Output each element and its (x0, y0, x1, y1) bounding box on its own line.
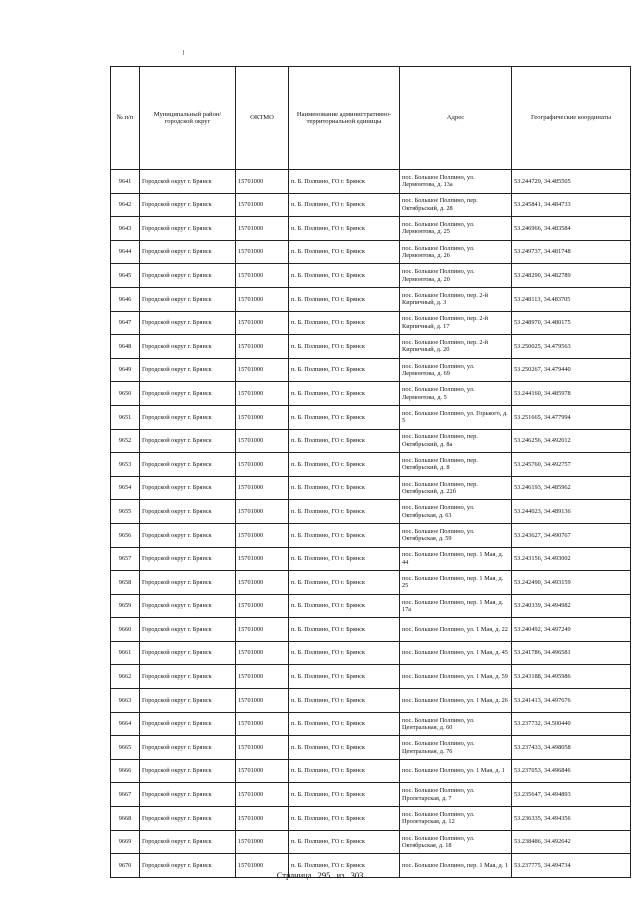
cell-unit: п. Б. Полпино, ГО г. Брянск (289, 335, 400, 359)
header-num: № п/п (111, 67, 140, 170)
cell-num: 9660 (111, 618, 140, 642)
cell-num: 9652 (111, 429, 140, 453)
cell-municipality: Городской округ г. Брянск (140, 618, 236, 642)
table-row (111, 170, 631, 194)
cell-coords: 53.246966, 34.483584 (512, 217, 631, 241)
header-unit: Наименование административно-территориальной единицы (289, 67, 400, 170)
cell-municipality: Городской округ г. Брянск (140, 453, 236, 477)
cell-num: 9647 (111, 311, 140, 335)
cell-num: 9661 (111, 641, 140, 665)
cell-oktmo: 15701000 (236, 382, 289, 406)
cell-municipality: Городской округ г. Брянск (140, 358, 236, 382)
cell-unit: п. Б. Полпино, ГО г. Брянск (289, 736, 400, 760)
table-row (111, 759, 631, 783)
cell-oktmo: 15701000 (236, 759, 289, 783)
table-row (111, 287, 631, 311)
table-row (111, 736, 631, 760)
cell-num: 9645 (111, 264, 140, 288)
scan-mark (183, 50, 184, 55)
table-row (111, 665, 631, 689)
cell-num: 9657 (111, 547, 140, 571)
cell-coords: 53.241786, 34.496581 (512, 641, 631, 665)
cell-oktmo: 15701000 (236, 405, 289, 429)
table-row (111, 476, 631, 500)
table-row (111, 594, 631, 618)
cell-municipality: Городской округ г. Брянск (140, 594, 236, 618)
cell-num: 9663 (111, 689, 140, 713)
cell-unit: п. Б. Полпино, ГО г. Брянск (289, 712, 400, 736)
cell-municipality: Городской округ г. Брянск (140, 783, 236, 807)
cell-address: пос. Большое Полпино, ул. Лермонтова, д. 26 (400, 240, 512, 264)
cell-address: пос. Большое Полпино, ул. Центральная, д. 76 (400, 736, 512, 760)
cell-num: 9649 (111, 358, 140, 382)
cell-address: пос. Большое Полпино, ул. Горького, д. 5 (400, 405, 512, 429)
cell-unit: п. Б. Полпино, ГО г. Брянск (289, 594, 400, 618)
cell-num: 9653 (111, 453, 140, 477)
cell-unit: п. Б. Полпино, ГО г. Брянск (289, 759, 400, 783)
cell-municipality: Городской округ г. Брянск (140, 287, 236, 311)
cell-num: 9643 (111, 217, 140, 241)
cell-address: пос. Большое Полпино, пер. Октябрьский, д. 8а (400, 429, 512, 453)
cell-oktmo: 15701000 (236, 453, 289, 477)
cell-address: пос. Большое Полпино, пер. Октябрьский, д. 8 (400, 453, 512, 477)
cell-unit: п. Б. Полпино, ГО г. Брянск (289, 854, 400, 878)
cell-oktmo: 15701000 (236, 311, 289, 335)
page-footer (0, 870, 640, 880)
cell-num: 9670 (111, 854, 140, 878)
cell-oktmo: 15701000 (236, 547, 289, 571)
header-coords: Географические координаты (512, 67, 631, 170)
cell-num: 9641 (111, 170, 140, 194)
cell-address: пос. Большое Полпино, ул. Лермонтова, д. 5 (400, 382, 512, 406)
cell-unit: п. Б. Полпино, ГО г. Брянск (289, 405, 400, 429)
cell-oktmo: 15701000 (236, 665, 289, 689)
cell-municipality: Городской округ г. Брянск (140, 476, 236, 500)
cell-coords: 53.236335, 34.494356 (512, 807, 631, 831)
cell-unit: п. Б. Полпино, ГО г. Брянск (289, 287, 400, 311)
cell-num: 9655 (111, 500, 140, 524)
addresses-table (110, 66, 631, 878)
cell-unit: п. Б. Полпино, ГО г. Брянск (289, 453, 400, 477)
cell-municipality: Городской округ г. Брянск (140, 240, 236, 264)
cell-num: 9669 (111, 830, 140, 854)
cell-coords: 53.243627, 34.490767 (512, 523, 631, 547)
cell-coords: 53.249737, 34.481748 (512, 240, 631, 264)
cell-oktmo: 15701000 (236, 712, 289, 736)
cell-oktmo: 15701000 (236, 429, 289, 453)
cell-coords: 53.246193, 34.485962 (512, 476, 631, 500)
cell-unit: п. Б. Полпино, ГО г. Брянск (289, 240, 400, 264)
cell-unit: п. Б. Полпино, ГО г. Брянск (289, 500, 400, 524)
cell-address: пос. Большое Полпино, ул. Центральная, д. 60 (400, 712, 512, 736)
cell-address: пос. Большое Полпино, ул. Лермонтова, д. 69 (400, 358, 512, 382)
cell-unit: п. Б. Полпино, ГО г. Брянск (289, 264, 400, 288)
cell-num: 9659 (111, 594, 140, 618)
header-municipality: Муниципальный район/городской округ (140, 67, 236, 170)
cell-unit: п. Б. Полпино, ГО г. Брянск (289, 358, 400, 382)
cell-municipality: Городской округ г. Брянск (140, 807, 236, 831)
cell-address: пос. Большое Полпино, пер. 1 Мая, д. 1 (400, 854, 512, 878)
cell-address: пос. Большое Полпино, ул. 1 Мая, д. 26 (400, 689, 512, 713)
cell-unit: п. Б. Полпино, ГО г. Брянск (289, 618, 400, 642)
cell-coords: 53.243156, 34.493002 (512, 547, 631, 571)
table-row (111, 335, 631, 359)
cell-address: пос. Большое Полпино, пер. 1 Мая, д. 17а (400, 594, 512, 618)
cell-municipality: Городской округ г. Брянск (140, 523, 236, 547)
cell-oktmo: 15701000 (236, 783, 289, 807)
table-row (111, 807, 631, 831)
cell-coords: 53.248290, 34.482789 (512, 264, 631, 288)
cell-num: 9646 (111, 287, 140, 311)
cell-num: 9648 (111, 335, 140, 359)
cell-municipality: Городской округ г. Брянск (140, 665, 236, 689)
table-row (111, 264, 631, 288)
cell-address: пос. Большое Полпино, ул. Лермонтова, д. 13а (400, 170, 512, 194)
cell-num: 9651 (111, 405, 140, 429)
cell-coords: 53.241413, 34.497676 (512, 689, 631, 713)
cell-coords: 53.245760, 34.492757 (512, 453, 631, 477)
cell-coords: 53.244023, 34.489136 (512, 500, 631, 524)
cell-municipality: Городской округ г. Брянск (140, 712, 236, 736)
cell-address: пос. Большое Полпино, ул. 1 Мая, д. 22 (400, 618, 512, 642)
header-oktmo: ОКТМО (236, 67, 289, 170)
table-row (111, 405, 631, 429)
table-row (111, 358, 631, 382)
table-row (111, 641, 631, 665)
cell-unit: п. Б. Полпино, ГО г. Брянск (289, 523, 400, 547)
cell-address: пос. Большое Полпино, пер. 2-й Кирпичный, д. 20 (400, 335, 512, 359)
cell-oktmo: 15701000 (236, 476, 289, 500)
cell-address: пос. Большое Полпино, пер. 2-й Кирпичный, д. 3 (400, 287, 512, 311)
cell-oktmo: 15701000 (236, 335, 289, 359)
cell-oktmo: 15701000 (236, 641, 289, 665)
cell-unit: п. Б. Полпино, ГО г. Брянск (289, 170, 400, 194)
cell-coords: 53.251665, 34.477994 (512, 405, 631, 429)
cell-address: пос. Большое Полпино, пер. 1 Мая, д. 44 (400, 547, 512, 571)
cell-unit: п. Б. Полпино, ГО г. Брянск (289, 689, 400, 713)
table-body (111, 170, 631, 878)
table-row (111, 500, 631, 524)
cell-unit: п. Б. Полпино, ГО г. Брянск (289, 311, 400, 335)
cell-num: 9644 (111, 240, 140, 264)
cell-coords: 53.237775, 34.494734 (512, 854, 631, 878)
table-row (111, 547, 631, 571)
cell-oktmo: 15701000 (236, 571, 289, 595)
cell-municipality: Городской округ г. Брянск (140, 311, 236, 335)
cell-address: пос. Большое Полпино, ул. 1 Мая, д. 1 (400, 759, 512, 783)
cell-unit: п. Б. Полпино, ГО г. Брянск (289, 217, 400, 241)
cell-oktmo: 15701000 (236, 358, 289, 382)
cell-address: пос. Большое Полпино, пер. 1 Мая, д. 25 (400, 571, 512, 595)
cell-municipality: Городской округ г. Брянск (140, 382, 236, 406)
cell-num: 9667 (111, 783, 140, 807)
cell-oktmo: 15701000 (236, 217, 289, 241)
cell-oktmo: 15701000 (236, 807, 289, 831)
cell-coords: 53.248970, 34.480175 (512, 311, 631, 335)
table-row (111, 830, 631, 854)
footer-of: из (336, 870, 345, 880)
cell-oktmo: 15701000 (236, 830, 289, 854)
cell-oktmo: 15701000 (236, 264, 289, 288)
cell-oktmo: 15701000 (236, 854, 289, 878)
footer-label: Страница (276, 870, 312, 880)
cell-municipality: Городской округ г. Брянск (140, 547, 236, 571)
cell-unit: п. Б. Полпино, ГО г. Брянск (289, 382, 400, 406)
cell-coords: 53.237732, 34.500440 (512, 712, 631, 736)
cell-address: пос. Большое Полпино, пер. Октябрьский, д. 22б (400, 476, 512, 500)
cell-unit: п. Б. Полпино, ГО г. Брянск (289, 641, 400, 665)
cell-num: 9662 (111, 665, 140, 689)
table-row (111, 689, 631, 713)
cell-address: пос. Большое Полпино, ул. Лермонтова, д. 25 (400, 217, 512, 241)
cell-num: 9658 (111, 571, 140, 595)
cell-unit: п. Б. Полпино, ГО г. Брянск (289, 830, 400, 854)
table-row (111, 523, 631, 547)
cell-coords: 53.237053, 34.496846 (512, 759, 631, 783)
cell-num: 9668 (111, 807, 140, 831)
cell-coords: 53.238486, 34.492642 (512, 830, 631, 854)
cell-unit: п. Б. Полпино, ГО г. Брянск (289, 547, 400, 571)
table-row (111, 311, 631, 335)
cell-unit: п. Б. Полпино, ГО г. Брянск (289, 571, 400, 595)
cell-oktmo: 15701000 (236, 240, 289, 264)
cell-municipality: Городской округ г. Брянск (140, 571, 236, 595)
cell-unit: п. Б. Полпино, ГО г. Брянск (289, 665, 400, 689)
table-row (111, 217, 631, 241)
table-row (111, 453, 631, 477)
cell-coords: 53.242490, 34.493159 (512, 571, 631, 595)
cell-address: пос. Большое Полпино, ул. Октябрьская, д. 63 (400, 500, 512, 524)
table-row (111, 783, 631, 807)
cell-oktmo: 15701000 (236, 736, 289, 760)
cell-address: пос. Большое Полпино, ул. 1 Мая, д. 59 (400, 665, 512, 689)
table-row (111, 429, 631, 453)
cell-unit: п. Б. Полпино, ГО г. Брянск (289, 783, 400, 807)
cell-municipality: Городской округ г. Брянск (140, 641, 236, 665)
cell-coords: 53.240339, 34.494982 (512, 594, 631, 618)
cell-municipality: Городской округ г. Брянск (140, 405, 236, 429)
cell-oktmo: 15701000 (236, 689, 289, 713)
table-row (111, 712, 631, 736)
cell-coords: 53.243188, 34.495986 (512, 665, 631, 689)
table-row (111, 618, 631, 642)
cell-municipality: Городской округ г. Брянск (140, 500, 236, 524)
cell-address: пос. Большое Полпино, ул. Пролетарская, д. 7 (400, 783, 512, 807)
cell-address: пос. Большое Полпино, ул. Октябрьская, д. 18 (400, 830, 512, 854)
table-row (111, 240, 631, 264)
cell-num: 9654 (111, 476, 140, 500)
cell-num: 9656 (111, 523, 140, 547)
cell-municipality: Городской округ г. Брянск (140, 335, 236, 359)
cell-unit: п. Б. Полпино, ГО г. Брянск (289, 807, 400, 831)
table-row (111, 193, 631, 217)
cell-coords: 53.250025, 34.479563 (512, 335, 631, 359)
cell-coords: 53.248113, 34.483705 (512, 287, 631, 311)
table-header-row (111, 67, 631, 170)
cell-address: пос. Большое Полпино, ул. Октябрьская, д. 59 (400, 523, 512, 547)
cell-municipality: Городской округ г. Брянск (140, 217, 236, 241)
cell-municipality: Городской округ г. Брянск (140, 170, 236, 194)
cell-num: 9666 (111, 759, 140, 783)
cell-num: 9664 (111, 712, 140, 736)
cell-num: 9650 (111, 382, 140, 406)
footer-page-number: 295 (317, 870, 331, 880)
cell-municipality: Городской округ г. Брянск (140, 193, 236, 217)
cell-address: пос. Большое Полпино, ул. Пролетарская, д. 12 (400, 807, 512, 831)
cell-address: пос. Большое Полпино, ул. Лермонтова, д. 20 (400, 264, 512, 288)
cell-coords: 53.246256, 34.492012 (512, 429, 631, 453)
cell-coords: 53.235647, 34.494893 (512, 783, 631, 807)
cell-municipality: Городской округ г. Брянск (140, 264, 236, 288)
cell-unit: п. Б. Полпино, ГО г. Брянск (289, 429, 400, 453)
table-row (111, 571, 631, 595)
cell-oktmo: 15701000 (236, 170, 289, 194)
cell-coords: 53.250267, 34.479440 (512, 358, 631, 382)
footer-total-pages: 303 (350, 870, 364, 880)
cell-num: 9665 (111, 736, 140, 760)
cell-address: пос. Большое Полпино, пер. 2-й Кирпичный, д. 17 (400, 311, 512, 335)
cell-unit: п. Б. Полпино, ГО г. Брянск (289, 476, 400, 500)
cell-oktmo: 15701000 (236, 287, 289, 311)
cell-coords: 53.237433, 34.498058 (512, 736, 631, 760)
cell-municipality: Городской округ г. Брянск (140, 830, 236, 854)
cell-municipality: Городской округ г. Брянск (140, 736, 236, 760)
cell-address: пос. Большое Полпино, пер. Октябрьский, д. 28 (400, 193, 512, 217)
cell-oktmo: 15701000 (236, 523, 289, 547)
header-address: Адрес (400, 67, 512, 170)
cell-num: 9642 (111, 193, 140, 217)
cell-coords: 53.245841, 34.484733 (512, 193, 631, 217)
cell-municipality: Городской округ г. Брянск (140, 854, 236, 878)
cell-oktmo: 15701000 (236, 618, 289, 642)
cell-address: пос. Большое Полпино, ул. 1 Мая, д. 45 (400, 641, 512, 665)
cell-coords: 53.240492, 34.497249 (512, 618, 631, 642)
cell-oktmo: 15701000 (236, 193, 289, 217)
cell-municipality: Городской округ г. Брянск (140, 429, 236, 453)
cell-coords: 53.244729, 34.485505 (512, 170, 631, 194)
cell-municipality: Городской округ г. Брянск (140, 689, 236, 713)
table-row (111, 382, 631, 406)
cell-oktmo: 15701000 (236, 594, 289, 618)
cell-coords: 53.244160, 34.485978 (512, 382, 631, 406)
cell-oktmo: 15701000 (236, 500, 289, 524)
cell-municipality: Городской округ г. Брянск (140, 759, 236, 783)
cell-unit: п. Б. Полпино, ГО г. Брянск (289, 193, 400, 217)
